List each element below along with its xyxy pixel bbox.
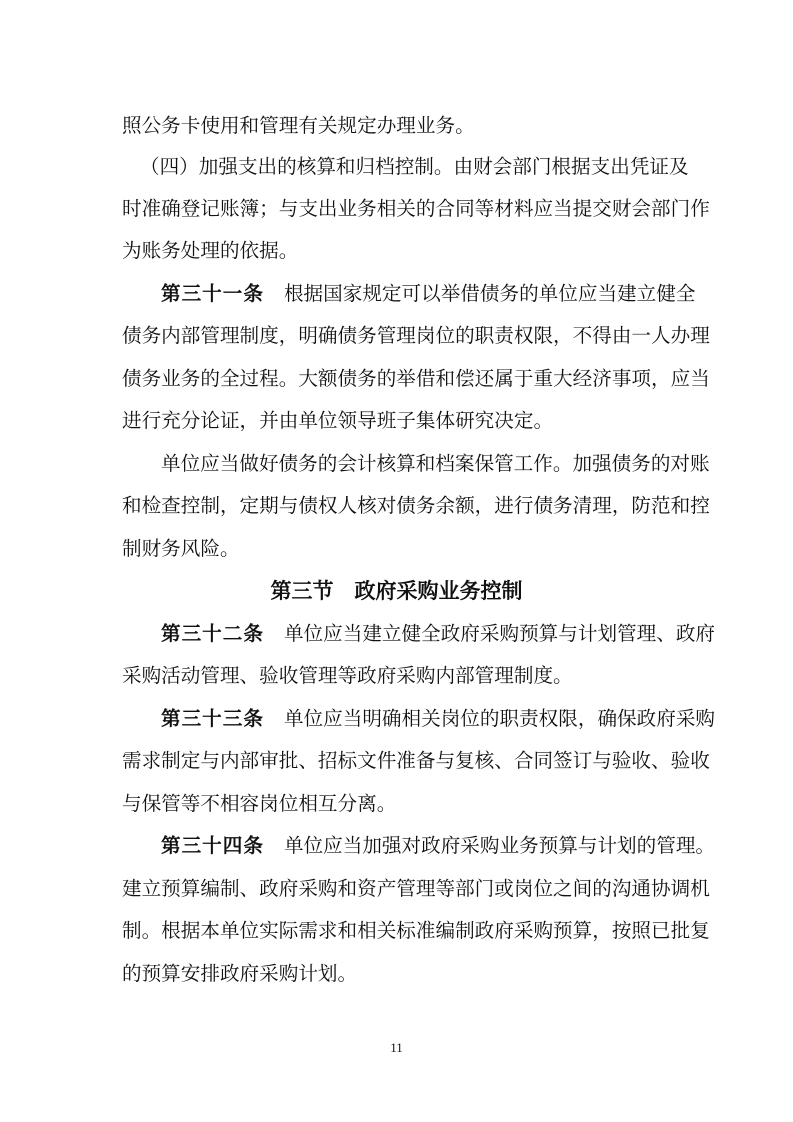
article-32-line [161, 622, 715, 646]
paragraph-line: 需求制定与内部审批、招标文件准备与复核、合同签订与验收、验收 [122, 749, 710, 772]
paragraph-line: 建立预算编制、政府采购和资产管理等部门或岗位之间的沟通协调机 [122, 877, 710, 900]
article-number: 第三十一条 [161, 282, 264, 305]
paragraph-line: 时准确登记账簿；与支出业务相关的合同等材料应当提交财会部门作 [122, 197, 710, 220]
paragraph-line: 债务业务的全过程。大额债务的举借和偿还属于重大经济事项，应当 [122, 367, 710, 390]
paragraph-line: 采购活动管理、验收管理等政府采购内部管理制度。 [122, 664, 573, 687]
article-34-line [161, 834, 715, 858]
paragraph-line: 为账务处理的依据。 [122, 239, 299, 262]
paragraph-line: 债务内部管理制度，明确债务管理岗位的职责权限，不得由一人办理 [122, 324, 710, 347]
paragraph-line: 的预算安排政府采购计划。 [122, 962, 358, 985]
paragraph-line: 单位应当做好债务的会计核算和档案保管工作。加强债务的对账 [161, 452, 710, 475]
article-number: 第三十三条 [161, 707, 264, 730]
paragraph-line: 进行充分论证，并由单位领导班子集体研究决定。 [122, 409, 554, 432]
article-text: 单位应当建立健全政府采购预算与计划管理、政府 [283, 622, 716, 645]
article-number: 第三十二条 [161, 622, 264, 645]
article-33-line [161, 707, 715, 731]
article-text: 单位应当加强对政府采购业务预算与计划的管理。 [283, 834, 716, 857]
article-text: 根据国家规定可以举借债务的单位应当建立健全 [283, 282, 696, 305]
article-text: 单位应当明确相关岗位的职责权限，确保政府采购 [283, 707, 716, 730]
paragraph-line: 制财务风险。 [122, 537, 240, 560]
paragraph-line: （四）加强支出的核算和归档控制。由财会部门根据支出凭证及 [140, 155, 689, 178]
article-31-line [161, 282, 695, 306]
paragraph-line: 制。根据本单位实际需求和相关标准编制政府采购预算，按照已批复 [122, 919, 710, 942]
article-number: 第三十四条 [161, 834, 264, 857]
paragraph-line: 照公务卡使用和管理有关规定办理业务。 [122, 114, 475, 137]
page-number: 11 [390, 1040, 403, 1055]
paragraph-line: 和检查控制，定期与债权人核对债务余额，进行债务清理，防范和控 [122, 494, 710, 517]
paragraph-line: 与保管等不相容岗位相互分离。 [122, 792, 397, 815]
section-heading: 第三节 政府采购业务控制 [270, 579, 523, 603]
